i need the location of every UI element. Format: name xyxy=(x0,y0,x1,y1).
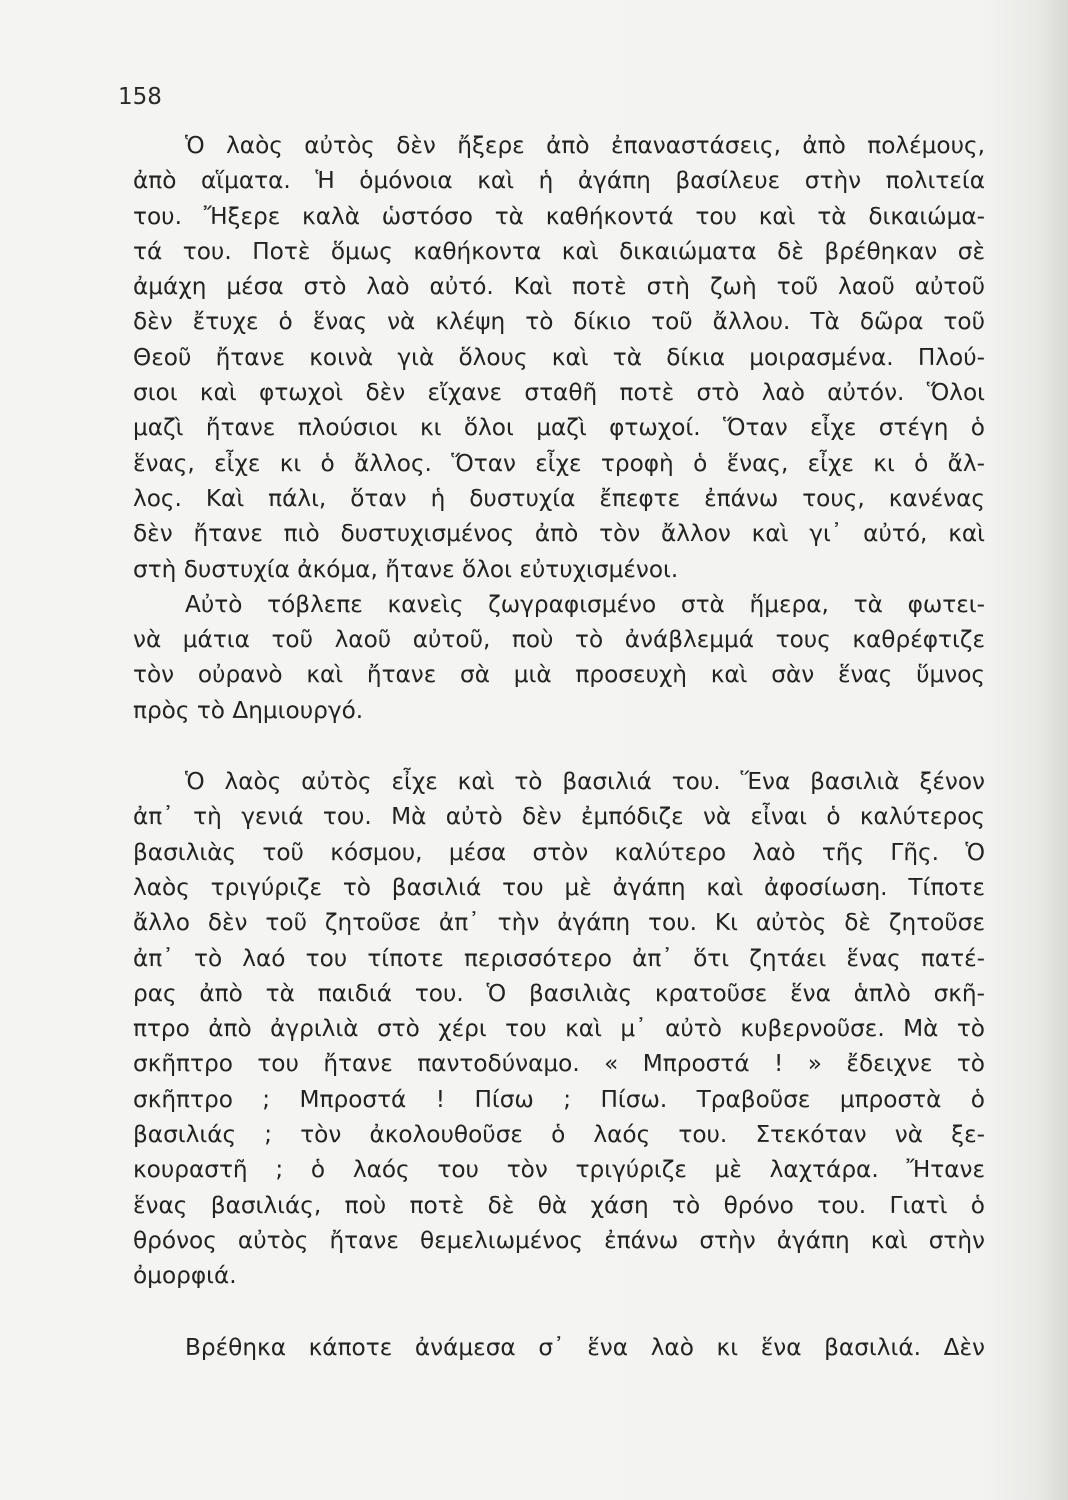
page-number: 158 xyxy=(118,84,162,110)
paragraph-3 xyxy=(133,764,985,1293)
text-line: λαὸς τριγύριζε τὸ βασιλιά του μὲ ἀγάπη καὶ ἀφοσίωση. Τίποτε xyxy=(133,873,985,901)
text-line: στὴ δυστυχία ἀκόμα, ἤτανε ὅλοι εὐτυχισμένοι. xyxy=(133,555,679,583)
text-line: ἀπ᾿ τὴ γενιά του. Μὰ αὐτὸ δὲν ἐμπόδιζε νὰ εἶναι ὁ καλύτερος xyxy=(133,803,985,831)
text-line: ἀπ᾿ τὸ λαό του τίποτε περισσότερο ἀπ᾿ ὅτι ζητάει ἕνας πατέ- xyxy=(133,944,985,972)
text-line: Ὁ λαὸς αὐτὸς δὲν ἤξερε ἀπὸ ἐπαναστάσεις, ἀπὸ πολέμους, xyxy=(185,132,985,159)
text-line: ἀμάχη μέσα στὸ λαὸ αὐτό. Καὶ ποτὲ στὴ ζωὴ τοῦ λαοῦ αὐτοῦ xyxy=(133,273,985,301)
text-line: θρόνος αὐτὸς ἤτανε θεμελιωμένος ἐπάνω στὴν ἀγάπη καὶ στὴν xyxy=(133,1226,985,1254)
text-line: τὸν οὐρανὸ καὶ ἤτανε σὰ μιὰ προσευχὴ καὶ σὰν ἕνας ὕμνος xyxy=(133,661,985,689)
text-line: ἕνας βασιλιάς, ποὺ ποτὲ δὲ θὰ χάση τὸ θρόνο του. Γιατὶ ὁ xyxy=(133,1191,985,1219)
text-line: κουραστῆ ; ὁ λαός του τὸν τριγύριζε μὲ λαχτάρα. Ἤτανε xyxy=(133,1156,985,1184)
text-line: πτρο ἀπὸ ἀγριλιὰ στὸ χέρι του καὶ μ᾿ αὐτὸ κυβερνοῦσε. Μὰ τὸ xyxy=(133,1015,985,1043)
text-line: σκῆπτρο ; Μπροστά ! Πίσω ; Πίσω. Τραβοῦσε μπροστὰ ὁ xyxy=(133,1085,985,1113)
text-line: ἕνας, εἶχε κι ὁ ἄλλος. Ὅταν εἶχε τροφὴ ὁ ἕνας, εἶχε κι ὁ ἄλ- xyxy=(133,449,985,477)
text-line: σιοι καὶ φτωχοὶ δὲν εἴχανε σταθῆ ποτὲ στὸ λαὸ αὐτόν. Ὅλοι xyxy=(133,379,985,407)
text-line: ὀμορφιά. xyxy=(133,1262,237,1290)
section-gap xyxy=(133,1294,985,1330)
text-line: τά του. Ποτὲ ὅμως καθήκοντα καὶ δικαιώματα δὲ βρέθηκαν σὲ xyxy=(133,237,985,265)
text-line: Ὁ λαὸς αὐτὸς εἶχε καὶ τὸ βασιλιά του. Ἕνα βασιλιὰ ξένον xyxy=(185,768,985,796)
text-line: ἀπὸ αἵματα. Ἡ ὁμόνοια καὶ ἡ ἀγάπη βασίλευε στὴν πολιτεία xyxy=(133,167,985,195)
page-text xyxy=(133,128,985,1365)
text-line: ρας ἀπὸ τὰ παιδιά του. Ὁ βασιλιὰς κρατοῦσε ἕνα ἁπλὸ σκῆ- xyxy=(133,979,985,1007)
text-line: σκῆπτρο του ἤτανε παντοδύναμο. « Μπροστά ! » ἔδειχνε τὸ xyxy=(133,1050,985,1078)
text-line: νὰ μάτια τοῦ λαοῦ αὐτοῦ, ποὺ τὸ ἀνάβλεμμά τους καθρέφτιζε xyxy=(133,626,985,654)
text-line: ἄλλο δὲν τοῦ ζητοῦσε ἀπ᾿ τὴν ἀγάπη του. Κι αὐτὸς δὲ ζητοῦσε xyxy=(133,909,985,937)
text-line: δὲν ἔτυχε ὁ ἕνας νὰ κλέψη τὸ δίκιο τοῦ ἄλλου. Τὰ δῶρα τοῦ xyxy=(133,308,985,336)
text-line: βασιλιὰς τοῦ κόσμου, μέσα στὸν καλύτερο λαὸ τῆς Γῆς. Ὁ xyxy=(133,838,985,866)
paragraph-2 xyxy=(133,587,985,728)
text-line: Βρέθηκα κάποτε ἀνάμεσα σ᾿ ἕνα λαὸ κι ἕνα βασιλιά. Δὲν xyxy=(185,1333,985,1361)
text-line: πρὸς τὸ Δημιουργό. xyxy=(133,696,364,724)
paragraph-4 xyxy=(133,1330,985,1365)
text-line: Θεοῦ ἤτανε κοινὰ γιὰ ὅλους καὶ τὰ δίκια μοιρασμένα. Πλού- xyxy=(133,343,985,371)
text-line: δὲν ἤτανε πιὸ δυστυχισμένος ἀπὸ τὸν ἄλλον καὶ γι᾿ αὐτό, καὶ xyxy=(133,520,985,548)
text-line: του. Ἤξερε καλὰ ὡστόσο τὰ καθήκοντά του καὶ τὰ δικαιώμα- xyxy=(133,202,985,230)
text-line: λος. Καὶ πάλι, ὅταν ἡ δυστυχία ἔπεφτε ἐπάνω τους, κανένας xyxy=(133,484,985,512)
paragraph-1 xyxy=(133,128,985,587)
section-gap xyxy=(133,728,985,764)
text-line: μαζὶ ἤτανε πλούσιοι κι ὅλοι μαζὶ φτωχοί. Ὅταν εἶχε στέγη ὁ xyxy=(133,414,985,442)
text-line: Αὐτὸ τόβλεπε κανεὶς ζωγραφισμένο στὰ ἥμερα, τὰ φωτει- xyxy=(185,590,985,618)
text-line: βασιλιάς ; τὸν ἀκολουθοῦσε ὁ λαός του. Στεκόταν νὰ ξε- xyxy=(133,1121,985,1149)
